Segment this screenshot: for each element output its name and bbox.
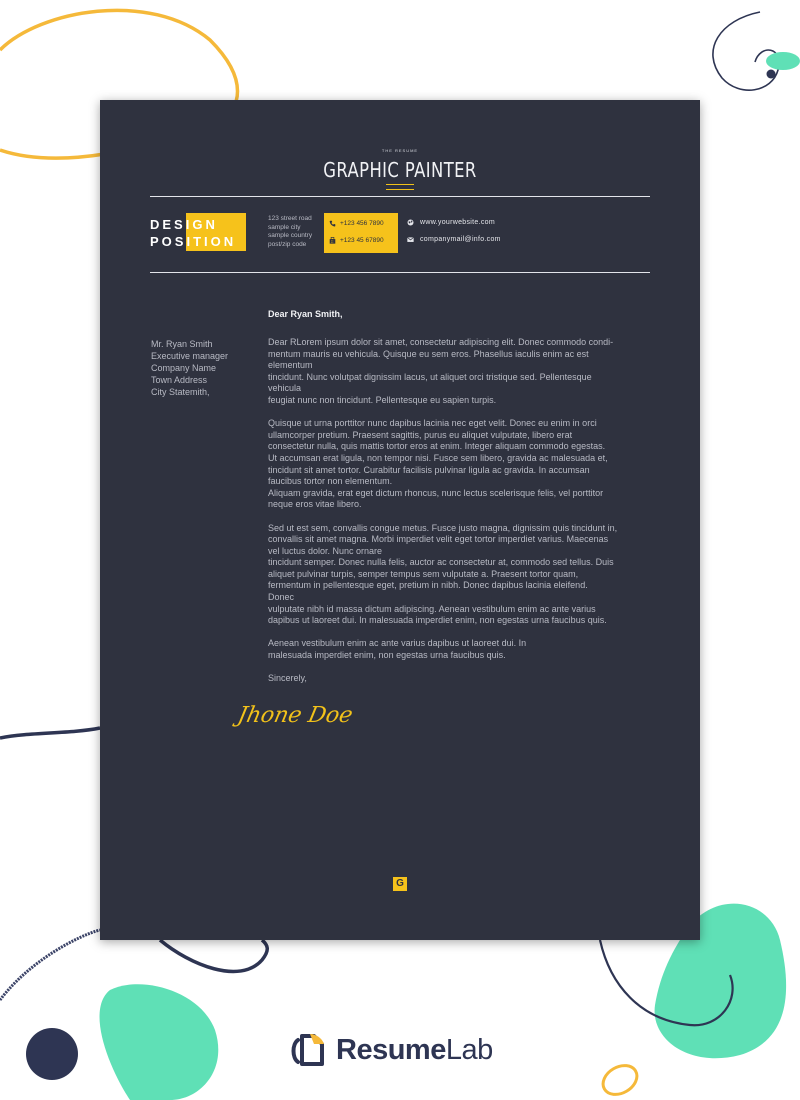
mint-blob-top-right (766, 52, 800, 70)
recipient-city: City Statemith, (151, 387, 210, 397)
mini-logo: G (391, 875, 409, 893)
navy-curve-bottom-mid (160, 940, 267, 971)
mint-blob-bottom-left (100, 984, 219, 1100)
navy-dot-top-right (767, 70, 776, 79)
divider-bottom (150, 272, 650, 273)
cover-letter-page (100, 100, 700, 940)
address-line: 123 street road (268, 215, 312, 222)
recipient-address: Town Address (151, 375, 208, 385)
fax-icon (329, 237, 336, 244)
address-line: sample country (268, 232, 313, 239)
signature: Jhone Doe (235, 703, 355, 728)
recipient-company: Company Name (151, 363, 217, 373)
letter-greeting: Dear Ryan Smith, (268, 309, 343, 319)
sign-off: Sincerely, (268, 673, 307, 684)
globe-icon (407, 219, 414, 226)
email-row (407, 236, 501, 243)
website-row (407, 219, 495, 226)
paragraph-1: Dear RLorem ipsum dolor sit amet, consectetur adipiscing elit. Donec commodo condi- mentum mauris eu vehicula. Quisque eu sem eros. Phasellus iaculis enim ac est elementum tincidunt. Nunc volutpat dignissim lacus, ut aliquet orci tristique sed. Pellentesque vehicula feugiat nunc non tincidunt. Pellentesque eu sapien turpis. (268, 337, 614, 405)
resumelab-logo-icon (288, 1030, 328, 1070)
header-tag: THE RESUME (381, 148, 419, 153)
email-link[interactable]: companymail@info.com (420, 236, 501, 243)
phone-row (329, 220, 384, 227)
recipient-name: Mr. Ryan Smith (151, 339, 213, 349)
sender-address (268, 215, 312, 249)
navy-dot-bottom-left (26, 1028, 78, 1080)
title-underline (386, 184, 414, 190)
paragraph-2: Quisque ut urna porttitor nunc dapibus lacinia nec eget velit. Donec eu enim in orci ullamcorper pretium. Praesent sagittis, purus eu aliquet vulputate, libero erat consectetur nulla, quis mattis tortor eros at enim. Integer aliquam commodo egestas. Ut accumsan erat ligula, non tempor nisi. Fusce sem libero, gravida ac malesuada et, tincidunt sit amet tortor. Curabitur facilisis pulvinar ligula ac gravida. In accumsan faucibus tortor non elementum. Aliquam gravida, erat eget dictum rhoncus, nunc lectus scelerisque felis, vel porttitor neque eros vitae libero. (268, 418, 608, 510)
envelope-icon (407, 236, 414, 243)
website-link[interactable]: www.yourwebsite.com (420, 219, 495, 226)
recipient-block (151, 338, 228, 398)
phone-row (329, 237, 384, 244)
phone-number-1: +123 456 7890 (340, 220, 384, 227)
navy-loop-line (713, 12, 779, 90)
logo-line-2: POSITION (150, 234, 237, 249)
logo-line-1: DESIGN (150, 217, 218, 232)
brand-name: ResumeLab (336, 1033, 493, 1066)
address-line: sample city (268, 223, 301, 231)
phone-number-2: +123 45 67890 (340, 237, 384, 244)
divider-top (150, 196, 650, 197)
letter-body (268, 337, 634, 696)
paragraph-3: Sed ut est sem, convallis congue metus. Fusce justo magna, dignissim quis tincidunt in, convallis sit amet magna. Morbi imperdiet velit eget tortor imperdiet varius. Maecenas vel luctus dolor. Nunc ornare tincidunt semper. Donec nulla felis, auctor ac consectetur at, commodo sed tellus. Duis aliquet pulvinar turpis, semper tempus sem vulputate a. Praesent tortor quam, fermentum in pellentesque eget, pretium in nibh. Donec dapibus lacinia eleifend. Donec vulputate nibh id massa dictum adipiscing. Aenean vestibulum enim ac ante varius dapibus ut laoreet dui. In malesuada imperdiet enim, non egestas urna faucibus quis. (268, 522, 618, 626)
recipient-role: Executive manager (151, 351, 229, 361)
page-title: GRAPHIC PAINTER (323, 158, 477, 182)
design-position-logo (150, 213, 246, 251)
navy-curve-bottom-left (0, 930, 100, 1000)
paragraph-4: Aenean vestibulum enim ac ante varius dapibus ut laoreet dui. In malesuada imperdiet enim, non egestas urna faucibus quis. (268, 638, 527, 661)
phone-icon (329, 220, 336, 227)
resumelab-brand (288, 1030, 493, 1070)
orange-ring-bottom (598, 1060, 642, 1100)
phone-box (324, 213, 398, 253)
address-line: post/zip code (268, 240, 307, 248)
navy-wave-left (0, 728, 100, 738)
